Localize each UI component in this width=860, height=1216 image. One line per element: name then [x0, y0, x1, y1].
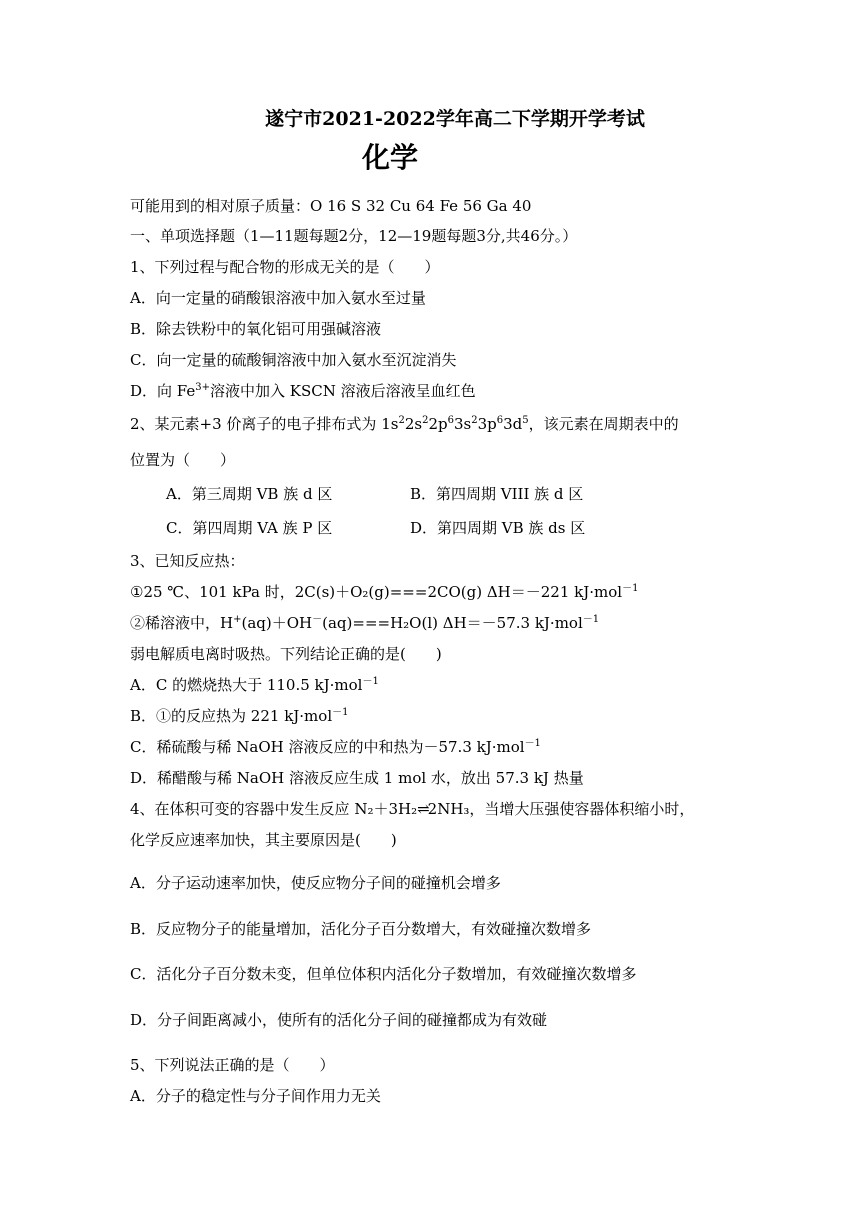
- q4-stem-post: 2NH₃，当增大压强使容器体积缩小时，: [427, 800, 695, 818]
- q3-stem: 3、已知反应热：: [130, 552, 245, 570]
- q2-stem-line2: 位置为（ ）: [130, 451, 236, 469]
- q1-d-pre: D．向 Fe: [130, 382, 196, 400]
- q3-r2-pre: ②稀溶液中，H: [130, 614, 234, 632]
- q1-d-post: 溶液中加入 KSCN 溶液后溶液呈血红色: [210, 382, 476, 400]
- q4-option-c: C．活化分子百分数未变，但单位体积内活化分子数增加，有效碰撞次数增多: [130, 965, 637, 983]
- q4-stem-pre: 4、在体积可变的容器中发生反应 N₂＋3H₂: [130, 800, 418, 818]
- q1-d-sup: 3+: [195, 382, 211, 393]
- q5-option-a: A．分子的稳定性与分子间作用力无关: [130, 1087, 381, 1105]
- config-part: 3s: [453, 415, 472, 433]
- atomic-masses-line: 可能用到的相对原子质量：O 16 S 32 Cu 64 Fe 56 Ga 40: [130, 197, 532, 215]
- exam-title: 遂宁市2021-2022学年高二下学期开学考试: [265, 108, 645, 130]
- q4-option-b: B．反应物分子的能量增加，活化分子百分数增大，有效碰撞次数增多: [130, 920, 592, 938]
- q3-option-b: [130, 706, 740, 726]
- q1-option-a: A．向一定量的硝酸银溶液中加入氨水至过量: [130, 289, 426, 307]
- q3-r2-sup2: －: [312, 614, 323, 625]
- config-sup: 2: [471, 415, 478, 426]
- q1-option-c: C．向一定量的硫酸铜溶液中加入氨水至沉淀消失: [130, 351, 457, 369]
- config-sup: 2: [398, 415, 405, 426]
- electron-config: [381, 415, 528, 433]
- config-sup: 6: [496, 415, 504, 426]
- q2-option-c: C．第四周期 VA 族 P 区: [166, 519, 333, 537]
- q3-r1-text: ①25 ℃、101 kPa 时，2C(s)＋O₂(g)===2CO(g) ΔH＝－221 kJ·mol: [130, 583, 623, 601]
- q5-stem: 5、下列说法正确的是（ ）: [130, 1056, 335, 1074]
- config-part: 1s: [381, 415, 399, 433]
- q3-option-c: [130, 737, 740, 757]
- q3-option-a: [130, 675, 740, 695]
- q4-stem: [130, 799, 740, 819]
- section-heading: 一、单项选择题（1—11题每题2分，12—19题每题3分,共46分。）: [130, 227, 578, 245]
- q4-option-d: D．分子间距离减小，使所有的活化分子间的碰撞都成为有效碰: [130, 1011, 548, 1029]
- q2-stem-pre: 2、某元素+3 价离子的电子排布式为: [130, 415, 382, 433]
- config-part: 3p: [477, 415, 497, 433]
- q3-reaction-1: [130, 582, 740, 602]
- q3-r2-post: (aq)===H₂O(l) ΔH＝－57.3 kJ·mol: [322, 614, 583, 632]
- equilibrium-arrow-icon: ⇌: [417, 800, 428, 818]
- q3-r2-sup3: －1: [582, 614, 600, 625]
- q2-stem-post: ，该元素在周期表中的: [528, 415, 679, 433]
- config-part: 3d: [503, 415, 523, 433]
- config-part: 2s: [404, 415, 423, 433]
- q3-r2-mid: (aq)＋OH: [241, 614, 313, 632]
- q2-option-d: D．第四周期 VB 族 ds 区: [410, 519, 586, 537]
- q3-a-sup: －1: [362, 676, 379, 687]
- q2-option-a: A．第三周期 VB 族 d 区: [166, 485, 333, 503]
- config-part: 2p: [428, 415, 448, 433]
- q3-b-text: B．①的反应热为 221 kJ·mol: [130, 707, 333, 725]
- q1-stem: 1、下列过程与配合物的形成无关的是（ ）: [130, 258, 440, 276]
- q3-a-text: A．C 的燃烧热大于 110.5 kJ·mol: [130, 676, 363, 694]
- q4-option-a: A．分子运动速率加快，使反应物分子间的碰撞机会增多: [130, 874, 501, 892]
- q2-option-b: B．第四周期 VIII 族 d 区: [410, 485, 584, 503]
- q3-c-text: C．稀硫酸与稀 NaOH 溶液反应的中和热为－57.3 kJ·mol: [130, 738, 525, 756]
- q3-reaction-2: [130, 613, 740, 633]
- subject-title: 化学: [362, 141, 419, 174]
- q1-option-b: B．除去铁粉中的氧化铝可用强碱溶液: [130, 320, 382, 338]
- q1-option-d: [130, 381, 740, 401]
- q3-c-sup: －1: [524, 738, 541, 749]
- q3-r2-sup1: +: [233, 614, 242, 625]
- config-sup: 2: [422, 415, 429, 426]
- config-sup: 5: [522, 415, 529, 426]
- q3-note: 弱电解质电离时吸热。下列结论正确的是( ): [130, 645, 442, 663]
- q3-option-d: D．稀醋酸与稀 NaOH 溶液反应生成 1 mol 水，放出 57.3 kJ 热量: [130, 769, 584, 787]
- q3-b-sup: －1: [332, 707, 349, 718]
- q4-stem-line2: 化学反应速率加快，其主要原因是( ): [130, 831, 397, 849]
- q3-r1-sup: －1: [622, 583, 639, 594]
- q2-stem: [130, 414, 740, 434]
- config-sup: 6: [447, 415, 454, 426]
